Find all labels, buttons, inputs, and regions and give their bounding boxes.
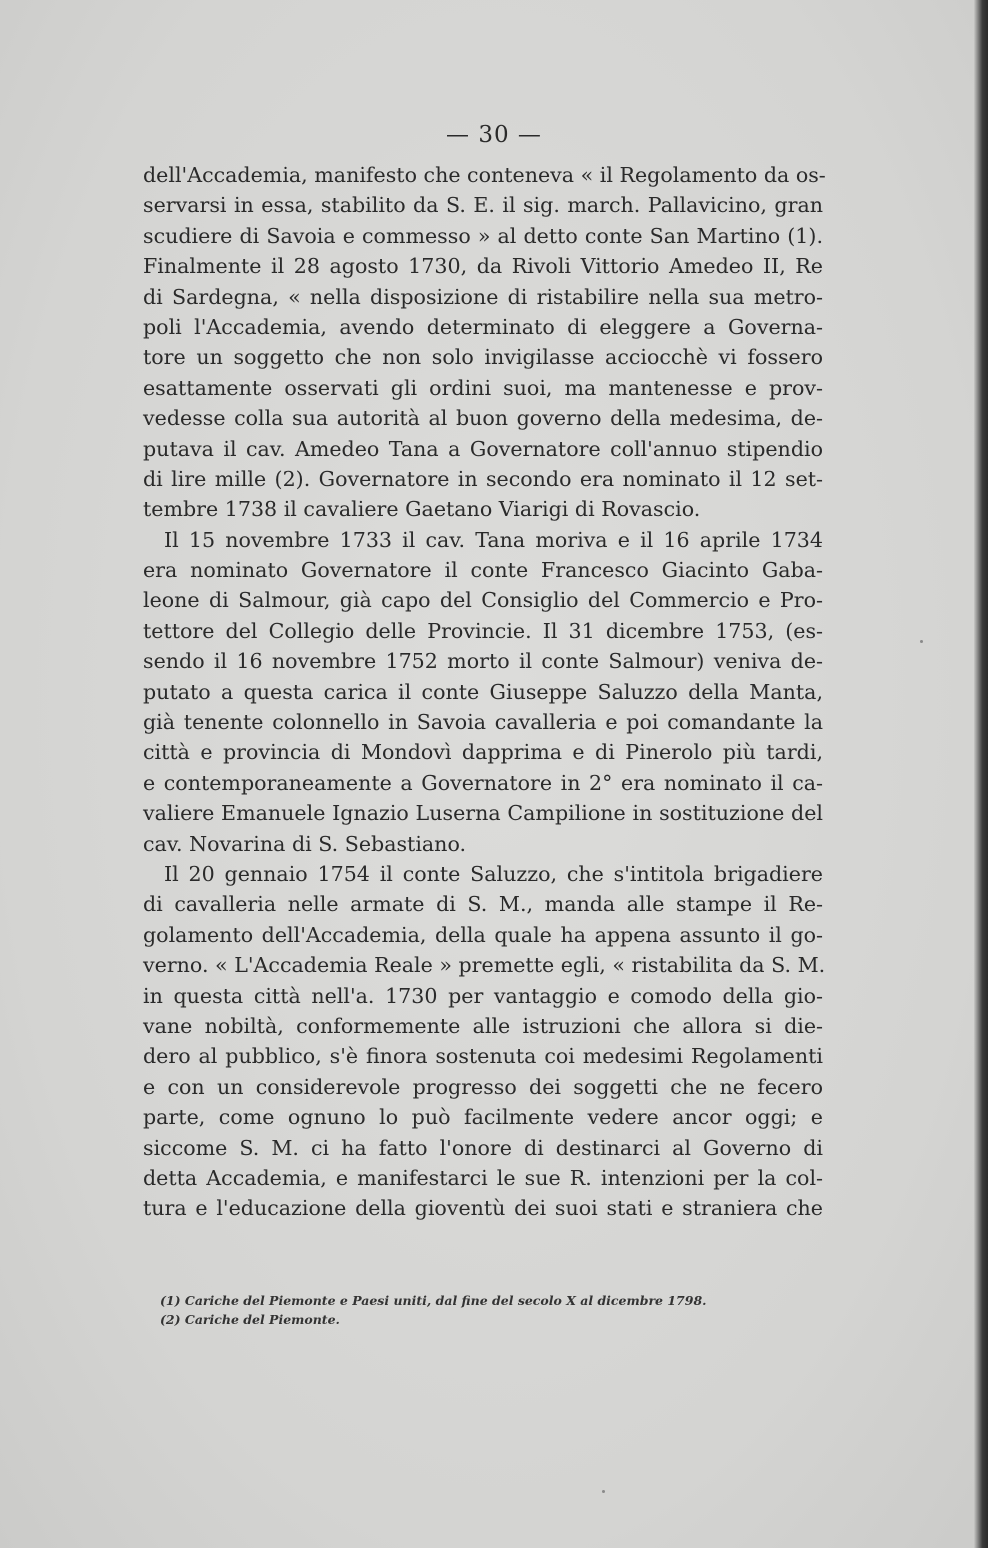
text-line: tettore del Collegio delle Provincie. Il 31 dicembre 1753, (es- <box>143 618 823 643</box>
body-text <box>143 160 826 1224</box>
text-line: verno. « L'Accademia Reale » premette egli, « ristabilita da S. M. <box>143 953 826 978</box>
text-line: di cavalleria nelle armate di S. M., manda alle stampe il Re- <box>143 892 823 917</box>
text-line: dell'Accademia, manifesto che conteneva « il Regolamento da os- <box>143 163 826 187</box>
text-line: era nominato Governatore il conte Francesco Giacinto Gaba- <box>143 558 823 583</box>
text-line: cav. Novarina di S. Sebastiano. <box>143 831 467 856</box>
text-line: parte, come ognuno lo può facilmente vedere ancor oggi; e <box>143 1105 823 1130</box>
text-line: di Sardegna, « nella disposizione di ristabilire nella sua metro- <box>143 284 823 309</box>
footnotes <box>160 1291 800 1329</box>
text-line: Il 15 novembre 1733 il cav. Tana moriva e il 16 aprile 1734 <box>164 527 823 552</box>
text-line: Il 20 gennaio 1754 il conte Saluzzo, che s'intitola brigadiere <box>164 861 823 886</box>
text-line: Finalmente il 28 agosto 1730, da Rivoli Vittorio Amedeo II, Re <box>143 254 823 279</box>
text-line: valiere Emanuele Ignazio Luserna Campilione in sostituzione del <box>143 801 823 826</box>
text-line: e con un considerevole progresso dei soggetti che ne fecero <box>143 1074 823 1099</box>
footnote: (1) Cariche del Piemonte e Paesi uniti, dal fine del secolo X al dicembre 1798. <box>160 1293 707 1308</box>
text-line: città e provincia di Mondovì dapprima e di Pinerolo più tardi, <box>143 740 823 765</box>
text-line: tura e l'educazione della gioventù dei suoi stati e straniera che <box>143 1196 823 1221</box>
text-line: scudiere di Savoia e commesso » al detto conte San Martino (1). <box>143 223 823 248</box>
text-line: tembre 1738 il cavaliere Gaetano Viarigi di Rovascio. <box>143 497 701 522</box>
text-line: vane nobiltà, conformemente alle istruzioni che allora si die- <box>143 1013 823 1038</box>
text-line: già tenente colonnello in Savoia cavalleria e poi comandante la <box>143 710 823 735</box>
text-line: putava il cav. Amedeo Tana a Governatore coll'annuo stipendio <box>143 436 823 461</box>
text-line: golamento dell'Accademia, della quale ha appena assunto il go- <box>143 922 823 947</box>
text-line: sendo il 16 novembre 1752 morto il conte Salmour) veniva de- <box>143 649 823 674</box>
text-line: in questa città nell'a. 1730 per vantaggio e comodo della gio- <box>143 983 823 1008</box>
text-line: detta Accademia, e manifestarci le sue R. intenzioni per la col- <box>143 1165 823 1190</box>
text-line: di lire mille (2). Governatore in secondo era nominato il 12 set- <box>143 466 823 491</box>
text-line: dero al pubblico, s'è finora sostenuta coi medesimi Regolamenti <box>143 1044 823 1069</box>
text-line: poli l'Accademia, avendo determinato di eleggere a Governa- <box>143 314 823 339</box>
text-line: leone di Salmour, già capo del Consiglio del Commercio e Pro- <box>143 588 823 613</box>
text-line: vedesse colla sua autorità al buon governo della medesima, de- <box>143 406 823 431</box>
footnote: (2) Cariche del Piemonte. <box>160 1312 340 1327</box>
text-line: putato a questa carica il conte Giuseppe Saluzzo della Manta, <box>143 679 823 704</box>
text-line: e contemporaneamente a Governatore in 2° era nominato il ca- <box>143 770 823 795</box>
text-line: servarsi in essa, stabilito da S. E. il sig. march. Pallavicino, gran <box>143 193 823 218</box>
text-line: tore un soggetto che non solo invigilasse acciocchè vi fossero <box>143 345 823 370</box>
text-line: siccome S. M. ci ha fatto l'onore di destinarci al Governo di <box>143 1135 823 1160</box>
page-edge-shadow <box>974 0 988 1548</box>
page-number: — 30 — <box>446 122 542 148</box>
paper-speck <box>920 640 923 643</box>
text-line: esattamente osservati gli ordini suoi, ma mantenesse e prov- <box>143 375 823 400</box>
paper-speck <box>602 1490 605 1493</box>
